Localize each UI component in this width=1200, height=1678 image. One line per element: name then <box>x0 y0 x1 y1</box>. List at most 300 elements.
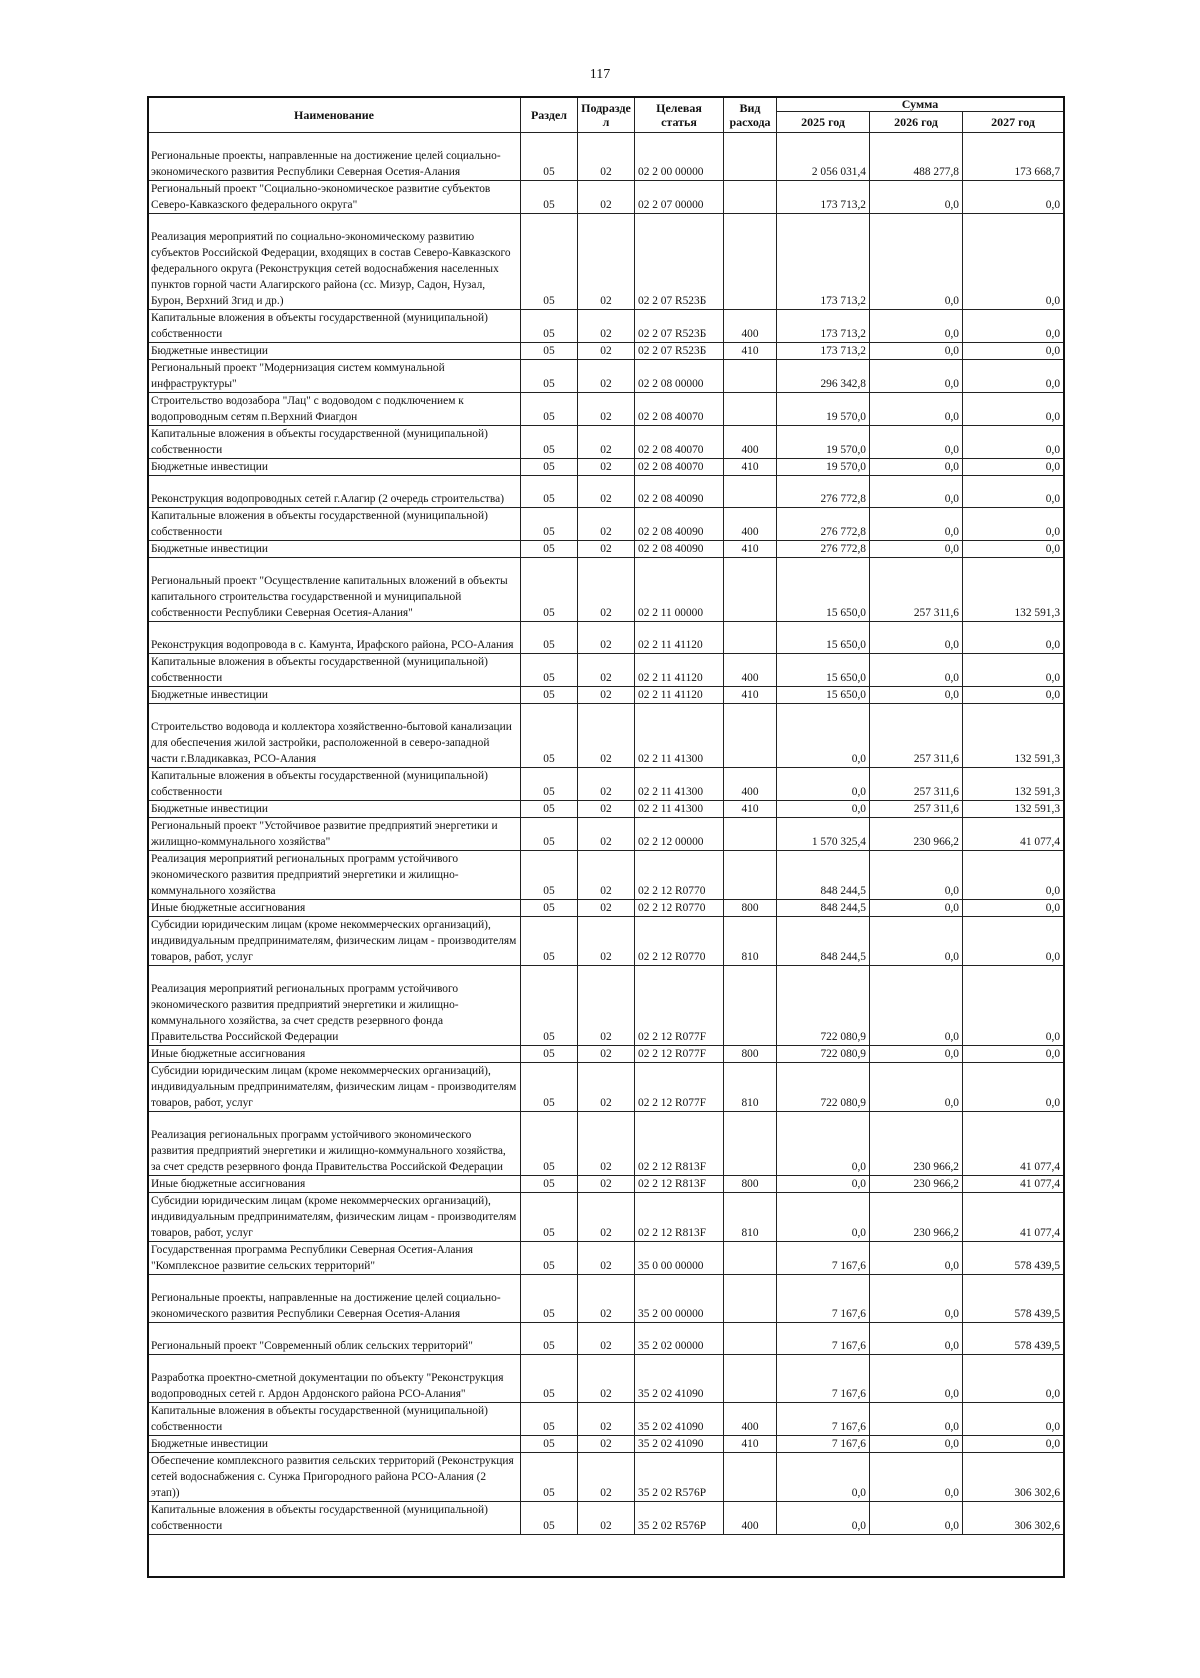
row-target: 02 2 08 40090 <box>635 541 724 558</box>
row-sum-2025: 7 167,6 <box>777 1436 870 1453</box>
row-sum-2026: 257 311,6 <box>870 704 963 768</box>
row-name: Иные бюджетные ассигнования <box>148 1046 521 1063</box>
row-name: Капитальные вложения в объекты государственной (муниципальной) собственности <box>148 654 521 687</box>
row-expense-type <box>724 214 777 310</box>
row-section: 05 <box>521 1502 578 1535</box>
row-expense-type <box>724 1323 777 1355</box>
row-name: Государственная программа Республики Северная Осетия-Алания "Комплексное развитие сельских территорий" <box>148 1242 521 1275</box>
row-target: 35 2 02 41090 <box>635 1436 724 1453</box>
row-subsection: 02 <box>578 1453 635 1502</box>
row-expense-type <box>724 1275 777 1323</box>
row-sum-2027: 0,0 <box>963 508 1064 541</box>
row-expense-type <box>724 1355 777 1403</box>
row-name: Обеспечение комплексного развития сельских территорий (Реконструкция сетей водоснабжения с. Сунжа Пригородного района РСО-Алания (2 этап)) <box>148 1453 521 1502</box>
row-target: 02 2 08 00000 <box>635 360 724 393</box>
row-sum-2027: 0,0 <box>963 966 1064 1046</box>
row-sum-2027: 0,0 <box>963 654 1064 687</box>
row-sum-2026: 0,0 <box>870 476 963 508</box>
row-name: Региональный проект "Устойчивое развитие предприятий энергетики и жилищно-коммунального хозяйства" <box>148 818 521 851</box>
row-name: Субсидии юридическим лицам (кроме некоммерческих организаций), индивидуальным предпринимателям, физическим лицам - производителям товаров, работ, услуг <box>148 917 521 966</box>
row-sum-2027: 41 077,4 <box>963 818 1064 851</box>
row-sum-2025: 0,0 <box>777 1112 870 1176</box>
row-target: 35 2 00 00000 <box>635 1275 724 1323</box>
row-subsection: 02 <box>578 622 635 654</box>
row-sum-2025: 0,0 <box>777 1176 870 1193</box>
row-target: 02 2 11 41120 <box>635 687 724 704</box>
row-sum-2025: 19 570,0 <box>777 426 870 459</box>
row-sum-2025: 722 080,9 <box>777 1063 870 1112</box>
row-sum-2027: 41 077,4 <box>963 1176 1064 1193</box>
row-section: 05 <box>521 1453 578 1502</box>
row-sum-2026: 0,0 <box>870 687 963 704</box>
row-sum-2025: 276 772,8 <box>777 476 870 508</box>
page-number: 117 <box>589 67 611 82</box>
row-sum-2026: 0,0 <box>870 1275 963 1323</box>
row-subsection: 02 <box>578 426 635 459</box>
row-target: 02 2 12 R0770 <box>635 851 724 900</box>
table-row <box>148 476 1064 508</box>
row-subsection: 02 <box>578 181 635 214</box>
row-name: Капитальные вложения в объекты государственной (муниципальной) собственности <box>148 426 521 459</box>
row-sum-2027: 306 302,6 <box>963 1502 1064 1535</box>
row-name: Реализация мероприятий по социально-экономическому развитию субъектов Российской Федерации, входящих в состав Северо-Кавказского федерального округа (Реконструкция сетей водоснабжения населенных пунктов горной части Алагирского района (сс. Мизур, Садон, Нузал, Бурон, Верхний Згид и др.) <box>148 214 521 310</box>
table-row <box>148 966 1064 1046</box>
row-sum-2025: 19 570,0 <box>777 393 870 426</box>
row-name: Реконструкция водопроводных сетей г.Алагир (2 очередь строительства) <box>148 476 521 508</box>
row-name: Капитальные вложения в объекты государственной (муниципальной) собственности <box>148 310 521 343</box>
row-section: 05 <box>521 360 578 393</box>
row-sum-2025: 0,0 <box>777 801 870 818</box>
row-sum-2027: 0,0 <box>963 900 1064 917</box>
row-sum-2027: 0,0 <box>963 851 1064 900</box>
budget-table <box>147 96 1064 1535</box>
row-name: Реализация региональных программ устойчивого экономического развития предприятий энергетики и жилищно-коммунального хозяйства, за счет средств резервного фонда Правительства Российской Федерации <box>148 1112 521 1176</box>
row-subsection: 02 <box>578 459 635 476</box>
row-expense-type <box>724 1453 777 1502</box>
row-section: 05 <box>521 1355 578 1403</box>
row-subsection: 02 <box>578 654 635 687</box>
row-section: 05 <box>521 393 578 426</box>
row-sum-2026: 0,0 <box>870 1046 963 1063</box>
table-row <box>148 541 1064 558</box>
table-row <box>148 1193 1064 1242</box>
row-sum-2026: 0,0 <box>870 851 963 900</box>
row-section: 05 <box>521 1323 578 1355</box>
row-subsection: 02 <box>578 917 635 966</box>
row-subsection: 02 <box>578 818 635 851</box>
row-section: 05 <box>521 1275 578 1323</box>
row-sum-2027: 132 591,3 <box>963 768 1064 801</box>
row-sum-2027: 0,0 <box>963 393 1064 426</box>
row-name: Иные бюджетные ассигнования <box>148 1176 521 1193</box>
row-sum-2026: 0,0 <box>870 966 963 1046</box>
row-target: 02 2 11 41300 <box>635 801 724 818</box>
row-name: Реализация мероприятий региональных программ устойчивого экономического развития предприятий энергетики и жилищно-коммунального хозяйства <box>148 851 521 900</box>
header-target: Целевая статья <box>635 97 724 133</box>
row-section: 05 <box>521 476 578 508</box>
row-target: 02 2 11 41120 <box>635 654 724 687</box>
row-subsection: 02 <box>578 851 635 900</box>
table-row <box>148 1403 1064 1436</box>
row-sum-2026: 0,0 <box>870 459 963 476</box>
row-subsection: 02 <box>578 1323 635 1355</box>
row-sum-2027: 0,0 <box>963 310 1064 343</box>
row-sum-2025: 15 650,0 <box>777 622 870 654</box>
row-section: 05 <box>521 133 578 181</box>
row-section: 05 <box>521 1063 578 1112</box>
row-name: Субсидии юридическим лицам (кроме некоммерческих организаций), индивидуальным предпринимателям, физическим лицам - производителям товаров, работ, услуг <box>148 1193 521 1242</box>
row-target: 02 2 07 R523Б <box>635 343 724 360</box>
row-sum-2026: 0,0 <box>870 1355 963 1403</box>
row-target: 02 2 07 00000 <box>635 181 724 214</box>
row-name: Бюджетные инвестиции <box>148 459 521 476</box>
row-target: 35 2 02 41090 <box>635 1355 724 1403</box>
row-sum-2025: 1 570 325,4 <box>777 818 870 851</box>
row-sum-2025: 848 244,5 <box>777 851 870 900</box>
header-year-2027: 2027 год <box>963 112 1064 133</box>
row-subsection: 02 <box>578 1046 635 1063</box>
row-expense-type <box>724 181 777 214</box>
table-row <box>148 1046 1064 1063</box>
row-sum-2027: 0,0 <box>963 360 1064 393</box>
table-row <box>148 1176 1064 1193</box>
row-subsection: 02 <box>578 687 635 704</box>
row-expense-type: 400 <box>724 768 777 801</box>
row-sum-2027: 132 591,3 <box>963 558 1064 622</box>
table-row <box>148 1242 1064 1275</box>
row-sum-2027: 41 077,4 <box>963 1112 1064 1176</box>
row-subsection: 02 <box>578 1355 635 1403</box>
row-sum-2026: 0,0 <box>870 654 963 687</box>
row-target: 02 2 08 40090 <box>635 476 724 508</box>
row-sum-2025: 276 772,8 <box>777 508 870 541</box>
row-subsection: 02 <box>578 558 635 622</box>
row-section: 05 <box>521 343 578 360</box>
row-name: Строительство водовода и коллектора хозяйственно-бытовой канализации для обеспечения жилой застройки, расположенной в северо-западной части г.Владикавказ, РСО-Алания <box>148 704 521 768</box>
row-target: 02 2 11 41300 <box>635 704 724 768</box>
row-expense-type: 400 <box>724 1403 777 1436</box>
row-sum-2026: 230 966,2 <box>870 1176 963 1193</box>
table-row <box>148 133 1064 181</box>
row-expense-type: 400 <box>724 1502 777 1535</box>
table-row <box>148 426 1064 459</box>
row-sum-2026: 0,0 <box>870 343 963 360</box>
row-sum-2026: 0,0 <box>870 1502 963 1535</box>
row-target: 02 2 11 41300 <box>635 768 724 801</box>
row-sum-2027: 0,0 <box>963 1046 1064 1063</box>
table-row <box>148 508 1064 541</box>
row-expense-type <box>724 704 777 768</box>
row-sum-2025: 848 244,5 <box>777 917 870 966</box>
row-section: 05 <box>521 426 578 459</box>
row-expense-type <box>724 1242 777 1275</box>
table-row <box>148 1112 1064 1176</box>
header-expense-type: Вид расхода <box>724 97 777 133</box>
row-section: 05 <box>521 917 578 966</box>
row-sum-2025: 173 713,2 <box>777 214 870 310</box>
row-expense-type: 400 <box>724 426 777 459</box>
row-sum-2027: 173 668,7 <box>963 133 1064 181</box>
row-expense-type <box>724 818 777 851</box>
row-sum-2026: 257 311,6 <box>870 768 963 801</box>
row-sum-2027: 0,0 <box>963 214 1064 310</box>
row-section: 05 <box>521 541 578 558</box>
row-section: 05 <box>521 966 578 1046</box>
row-subsection: 02 <box>578 1436 635 1453</box>
table-row <box>148 851 1064 900</box>
row-expense-type <box>724 622 777 654</box>
row-target: 35 2 02 R576P <box>635 1502 724 1535</box>
row-name: Региональный проект "Социально-экономическое развитие субъектов Северо-Кавказского федерального округа" <box>148 181 521 214</box>
row-target: 02 2 12 R813F <box>635 1112 724 1176</box>
row-expense-type: 400 <box>724 508 777 541</box>
row-section: 05 <box>521 1046 578 1063</box>
table-row <box>148 1355 1064 1403</box>
row-subsection: 02 <box>578 133 635 181</box>
row-sum-2027: 0,0 <box>963 181 1064 214</box>
row-sum-2027: 0,0 <box>963 343 1064 360</box>
row-name: Иные бюджетные ассигнования <box>148 900 521 917</box>
row-expense-type: 400 <box>724 310 777 343</box>
row-sum-2025: 0,0 <box>777 704 870 768</box>
row-target: 02 2 12 R813F <box>635 1193 724 1242</box>
table-row <box>148 1436 1064 1453</box>
row-sum-2027: 0,0 <box>963 1063 1064 1112</box>
row-section: 05 <box>521 1403 578 1436</box>
row-name: Бюджетные инвестиции <box>148 343 521 360</box>
row-subsection: 02 <box>578 1403 635 1436</box>
row-name: Региональный проект "Модернизация систем коммунальной инфраструктуры" <box>148 360 521 393</box>
row-sum-2027: 306 302,6 <box>963 1453 1064 1502</box>
row-sum-2026: 230 966,2 <box>870 1193 963 1242</box>
row-sum-2026: 0,0 <box>870 310 963 343</box>
row-subsection: 02 <box>578 1063 635 1112</box>
row-sum-2027: 578 439,5 <box>963 1323 1064 1355</box>
row-sum-2027: 0,0 <box>963 917 1064 966</box>
row-name: Капитальные вложения в объекты государственной (муниципальной) собственности <box>148 1502 521 1535</box>
row-sum-2026: 0,0 <box>870 360 963 393</box>
row-subsection: 02 <box>578 1176 635 1193</box>
header-subsection: Подразде л <box>578 97 635 133</box>
row-sum-2025: 848 244,5 <box>777 900 870 917</box>
row-sum-2025: 173 713,2 <box>777 310 870 343</box>
table-row <box>148 1502 1064 1535</box>
row-expense-type: 410 <box>724 343 777 360</box>
row-section: 05 <box>521 1242 578 1275</box>
header-year-2025: 2025 год <box>777 112 870 133</box>
row-expense-type <box>724 476 777 508</box>
row-sum-2026: 0,0 <box>870 508 963 541</box>
row-expense-type: 800 <box>724 1046 777 1063</box>
row-section: 05 <box>521 459 578 476</box>
row-target: 02 2 07 R523Б <box>635 310 724 343</box>
row-sum-2027: 0,0 <box>963 1436 1064 1453</box>
row-target: 02 2 07 R523Б <box>635 214 724 310</box>
row-target: 02 2 12 00000 <box>635 818 724 851</box>
row-subsection: 02 <box>578 1193 635 1242</box>
row-expense-type: 810 <box>724 1193 777 1242</box>
row-expense-type: 810 <box>724 1063 777 1112</box>
row-sum-2025: 0,0 <box>777 1193 870 1242</box>
table-row <box>148 360 1064 393</box>
row-name: Региональные проекты, направленные на достижение целей социально-экономического развития Республики Северная Осетия-Алания <box>148 1275 521 1323</box>
row-sum-2025: 0,0 <box>777 768 870 801</box>
row-target: 02 2 12 R813F <box>635 1176 724 1193</box>
row-subsection: 02 <box>578 476 635 508</box>
row-target: 02 2 12 R077F <box>635 1063 724 1112</box>
table-row <box>148 1275 1064 1323</box>
row-expense-type <box>724 558 777 622</box>
row-expense-type: 410 <box>724 687 777 704</box>
row-expense-type <box>724 360 777 393</box>
row-subsection: 02 <box>578 343 635 360</box>
row-sum-2026: 0,0 <box>870 1436 963 1453</box>
row-section: 05 <box>521 851 578 900</box>
row-expense-type: 400 <box>724 654 777 687</box>
table-row <box>148 343 1064 360</box>
row-sum-2025: 296 342,8 <box>777 360 870 393</box>
row-subsection: 02 <box>578 508 635 541</box>
table-row <box>148 1323 1064 1355</box>
row-sum-2026: 0,0 <box>870 917 963 966</box>
row-subsection: 02 <box>578 801 635 818</box>
row-sum-2027: 0,0 <box>963 687 1064 704</box>
row-name: Бюджетные инвестиции <box>148 801 521 818</box>
row-sum-2027: 0,0 <box>963 459 1064 476</box>
row-sum-2027: 0,0 <box>963 541 1064 558</box>
table-row <box>148 801 1064 818</box>
row-section: 05 <box>521 1193 578 1242</box>
row-sum-2026: 0,0 <box>870 393 963 426</box>
row-sum-2027: 578 439,5 <box>963 1275 1064 1323</box>
row-target: 02 2 11 00000 <box>635 558 724 622</box>
table-row <box>148 900 1064 917</box>
row-target: 02 2 12 R077F <box>635 966 724 1046</box>
row-section: 05 <box>521 704 578 768</box>
row-target: 35 2 02 41090 <box>635 1403 724 1436</box>
row-target: 02 2 12 R0770 <box>635 900 724 917</box>
row-sum-2027: 578 439,5 <box>963 1242 1064 1275</box>
row-section: 05 <box>521 1436 578 1453</box>
row-sum-2025: 2 056 031,4 <box>777 133 870 181</box>
row-section: 05 <box>521 801 578 818</box>
row-expense-type <box>724 851 777 900</box>
row-name: Реконструкция водопровода в с. Камунта, Ирафского района, РСО-Алания <box>148 622 521 654</box>
row-name: Капитальные вложения в объекты государственной (муниципальной) собственности <box>148 508 521 541</box>
row-expense-type: 410 <box>724 541 777 558</box>
row-name: Реализация мероприятий региональных программ устойчивого экономического развития предприятий энергетики и жилищно-коммунального хозяйства, за счет средств резервного фонда Правительства Российской Федерации <box>148 966 521 1046</box>
row-sum-2027: 132 591,3 <box>963 801 1064 818</box>
row-section: 05 <box>521 622 578 654</box>
row-section: 05 <box>521 1112 578 1176</box>
row-section: 05 <box>521 818 578 851</box>
row-sum-2025: 19 570,0 <box>777 459 870 476</box>
row-sum-2025: 15 650,0 <box>777 558 870 622</box>
row-sum-2026: 230 966,2 <box>870 818 963 851</box>
row-subsection: 02 <box>578 541 635 558</box>
row-section: 05 <box>521 558 578 622</box>
row-sum-2027: 41 077,4 <box>963 1193 1064 1242</box>
table-row <box>148 622 1064 654</box>
row-section: 05 <box>521 181 578 214</box>
row-target: 35 0 00 00000 <box>635 1242 724 1275</box>
row-name: Бюджетные инвестиции <box>148 1436 521 1453</box>
row-name: Бюджетные инвестиции <box>148 687 521 704</box>
row-sum-2025: 15 650,0 <box>777 654 870 687</box>
row-expense-type <box>724 133 777 181</box>
row-sum-2026: 0,0 <box>870 181 963 214</box>
row-sum-2026: 0,0 <box>870 1403 963 1436</box>
row-target: 02 2 12 R077F <box>635 1046 724 1063</box>
row-subsection: 02 <box>578 900 635 917</box>
row-sum-2025: 0,0 <box>777 1502 870 1535</box>
row-expense-type: 800 <box>724 900 777 917</box>
row-sum-2025: 276 772,8 <box>777 541 870 558</box>
row-target: 02 2 11 41120 <box>635 622 724 654</box>
row-expense-type: 410 <box>724 801 777 818</box>
row-sum-2027: 0,0 <box>963 622 1064 654</box>
table-row <box>148 704 1064 768</box>
table-body <box>148 133 1064 1535</box>
row-sum-2026: 0,0 <box>870 214 963 310</box>
row-section: 05 <box>521 310 578 343</box>
row-sum-2025: 722 080,9 <box>777 966 870 1046</box>
table-row <box>148 768 1064 801</box>
header-name: Наименование <box>148 97 521 133</box>
row-name: Капитальные вложения в объекты государственной (муниципальной) собственности <box>148 1403 521 1436</box>
row-sum-2027: 0,0 <box>963 1355 1064 1403</box>
table-row <box>148 818 1064 851</box>
row-subsection: 02 <box>578 360 635 393</box>
row-expense-type: 800 <box>724 1176 777 1193</box>
row-sum-2025: 7 167,6 <box>777 1355 870 1403</box>
row-expense-type <box>724 393 777 426</box>
row-sum-2026: 0,0 <box>870 541 963 558</box>
row-sum-2025: 7 167,6 <box>777 1403 870 1436</box>
row-sum-2025: 7 167,6 <box>777 1275 870 1323</box>
row-expense-type <box>724 1112 777 1176</box>
row-sum-2026: 0,0 <box>870 622 963 654</box>
row-sum-2026: 0,0 <box>870 1323 963 1355</box>
row-sum-2026: 0,0 <box>870 1242 963 1275</box>
table-row <box>148 459 1064 476</box>
row-target: 02 2 08 40070 <box>635 426 724 459</box>
row-sum-2027: 0,0 <box>963 426 1064 459</box>
row-subsection: 02 <box>578 1502 635 1535</box>
row-expense-type <box>724 966 777 1046</box>
row-name: Бюджетные инвестиции <box>148 541 521 558</box>
table-row <box>148 393 1064 426</box>
row-subsection: 02 <box>578 704 635 768</box>
row-target: 02 2 08 40070 <box>635 459 724 476</box>
row-section: 05 <box>521 900 578 917</box>
table-row <box>148 654 1064 687</box>
row-section: 05 <box>521 508 578 541</box>
row-section: 05 <box>521 1176 578 1193</box>
row-subsection: 02 <box>578 1275 635 1323</box>
row-target: 02 2 00 00000 <box>635 133 724 181</box>
header-sum: Сумма <box>777 97 1064 112</box>
row-subsection: 02 <box>578 393 635 426</box>
table-row <box>148 558 1064 622</box>
row-expense-type: 810 <box>724 917 777 966</box>
row-subsection: 02 <box>578 1242 635 1275</box>
table-row <box>148 1063 1064 1112</box>
table-row <box>148 181 1064 214</box>
row-subsection: 02 <box>578 214 635 310</box>
row-sum-2027: 0,0 <box>963 476 1064 508</box>
row-sum-2026: 0,0 <box>870 900 963 917</box>
